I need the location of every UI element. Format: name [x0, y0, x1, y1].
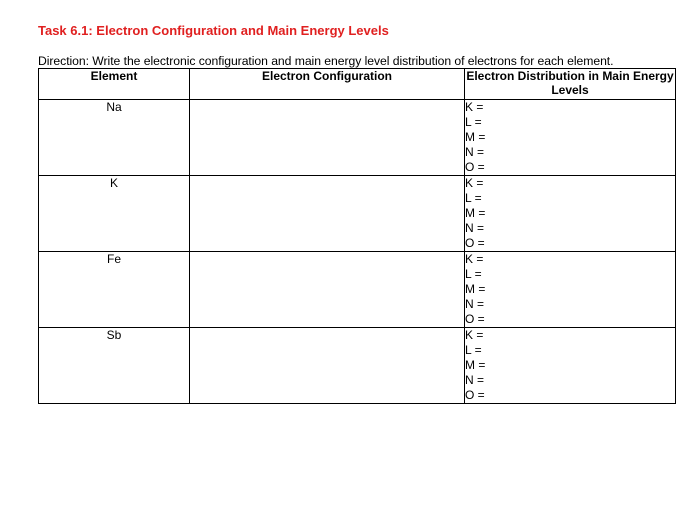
level-o: O = [465, 388, 485, 402]
configuration-cell[interactable] [190, 176, 465, 252]
level-l: L = [465, 191, 482, 205]
configuration-cell[interactable] [190, 100, 465, 176]
header-electron-distribution: Electron Distribution in Main Energy Levels [465, 69, 676, 100]
level-n: N = [465, 373, 485, 387]
level-m: M = [465, 130, 486, 144]
direction-text: Direction: Write the electronic configuration and main energy level distribution of electrons for each element. [38, 54, 614, 68]
table-row-sb [39, 328, 676, 404]
level-m: M = [465, 358, 486, 372]
table-row-na [39, 100, 676, 176]
electron-configuration-table [38, 68, 676, 404]
element-cell: Fe [39, 252, 190, 328]
levels-cell[interactable] [465, 252, 676, 328]
element-cell: K [39, 176, 190, 252]
levels-cell[interactable] [465, 328, 676, 404]
level-l: L = [465, 343, 482, 357]
configuration-cell[interactable] [190, 252, 465, 328]
header-electron-configuration: Electron Configuration [190, 69, 465, 100]
level-n: N = [465, 297, 485, 311]
level-o: O = [465, 312, 485, 326]
level-l: L = [465, 267, 482, 281]
levels-cell[interactable] [465, 100, 676, 176]
task-title: Task 6.1: Electron Configuration and Main Energy Levels [38, 23, 389, 38]
level-k: K = [465, 328, 484, 342]
header-element: Element [39, 69, 190, 100]
level-o: O = [465, 236, 485, 250]
level-l: L = [465, 115, 482, 129]
element-cell: Sb [39, 328, 190, 404]
level-n: N = [465, 221, 485, 235]
level-m: M = [465, 282, 486, 296]
table-row-fe [39, 252, 676, 328]
table-header-row [39, 69, 676, 100]
level-m: M = [465, 206, 486, 220]
level-k: K = [465, 100, 484, 114]
level-o: O = [465, 160, 485, 174]
level-k: K = [465, 252, 484, 266]
configuration-cell[interactable] [190, 328, 465, 404]
level-n: N = [465, 145, 485, 159]
element-cell: Na [39, 100, 190, 176]
level-k: K = [465, 176, 484, 190]
levels-cell[interactable] [465, 176, 676, 252]
table-row-k [39, 176, 676, 252]
